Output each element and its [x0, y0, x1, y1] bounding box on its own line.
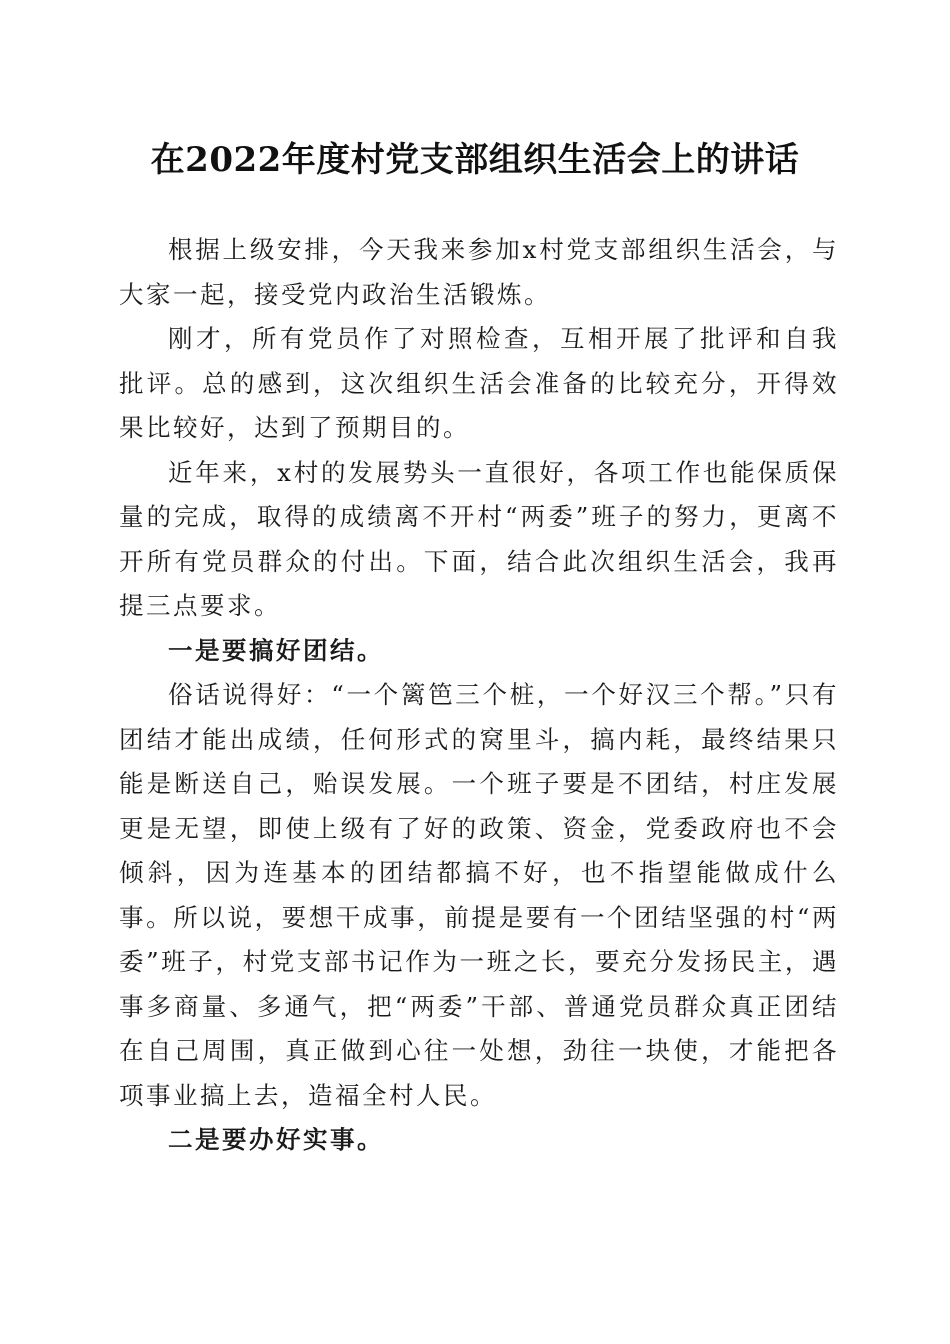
- paragraph-unity: 俗话说得好：“一个篱笆三个桩，一个好汉三个帮。”只有团结才能出成绩，任何形式的窝里斗，搞内耗，最终结果只能是断送自己，贻误发展。一个班子要是不团结，村庄发展更是无望，即使上级有了好的政策、资金，党委政府也不会倾斜，因为连基本的团结都搞不好，也不指望能做成什么事。所以说，要想干成事，前提是要有一个团结坚强的村“两委”班子，村党支部书记作为一班之长，要充分发扬民主，遇事多商量、多通气，把“两委”干部、普通党员群众真正团结在自己周围，真正做到心往一处想，劲往一块使，才能把各项事业搞上去，造福全村人民。: [119, 680, 839, 1110]
- document-body: [119, 228, 839, 1163]
- paragraph-intro: 根据上级安排，今天我来参加x村党支部组织生活会，与大家一起，接受党内政治生活锻炼。: [119, 235, 839, 309]
- document-title: 在2022年度村党支部组织生活会上的讲话: [150, 140, 800, 180]
- paragraph-review: 刚才，所有党员作了对照检查，互相开展了批评和自我批评。总的感到，这次组织生活会准备的比较充分，开得效果比较好，达到了预期目的。: [119, 324, 839, 442]
- section-heading-practical-work: 二是要办好实事。: [168, 1125, 384, 1154]
- paragraph-development: 近年来，x村的发展势头一直很好，各项工作也能保质保量的完成，取得的成绩离不开村“两委”班子的努力，更离不开所有党员群众的付出。下面，结合此次组织生活会，我再提三点要求。: [119, 457, 839, 620]
- section-heading-unity: 一是要搞好团结。: [168, 635, 384, 665]
